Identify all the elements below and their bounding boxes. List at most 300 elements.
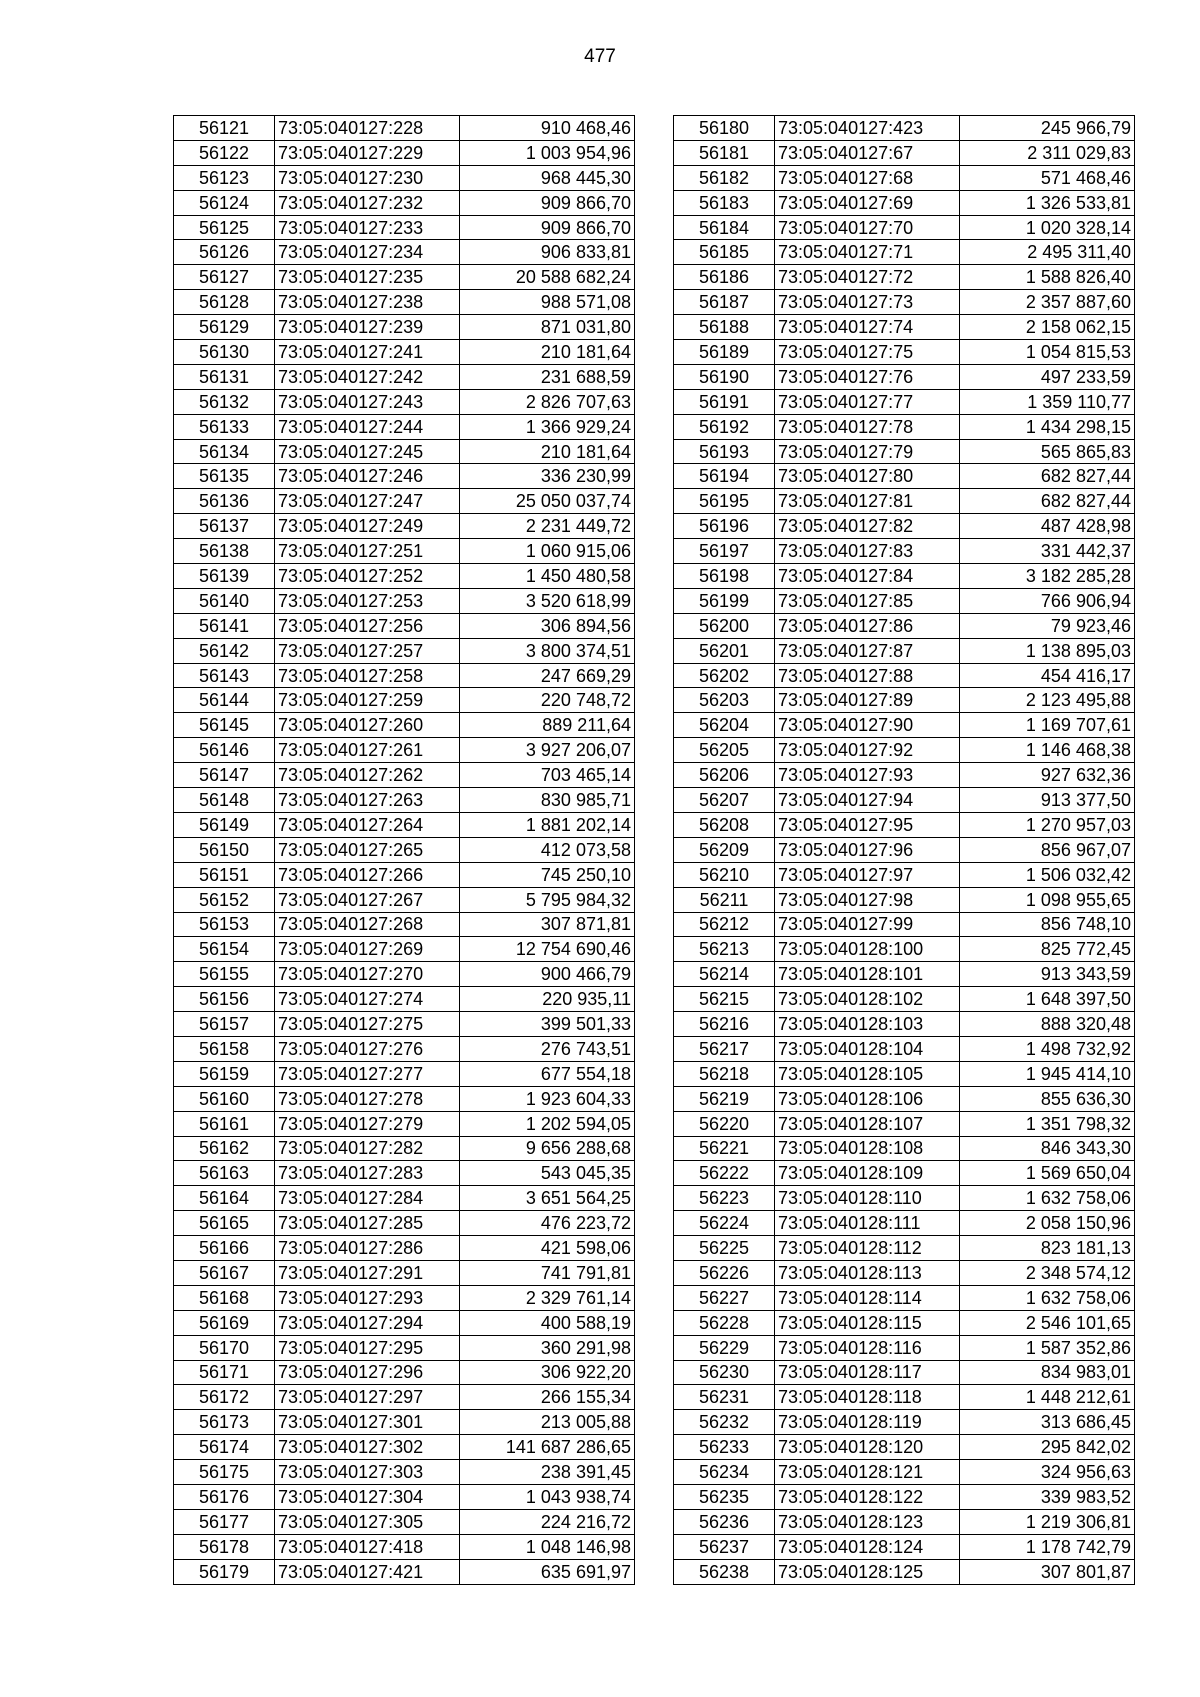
cadastral-number-cell: 73:05:040127:291 [275,1260,460,1285]
table-row [174,564,635,589]
table-row [174,439,635,464]
value-cell: 900 466,79 [460,962,635,987]
cadastral-number-cell: 73:05:040127:285 [275,1211,460,1236]
cadastral-number-cell: 73:05:040127:238 [275,290,460,315]
row-number-cell: 56176 [174,1484,275,1509]
row-number-cell: 56197 [674,539,775,564]
table-row [674,240,1135,265]
cadastral-number-cell: 73:05:040127:243 [275,389,460,414]
value-cell: 1 054 815,53 [960,340,1135,365]
table-row [174,215,635,240]
row-number-cell: 56209 [674,837,775,862]
row-number-cell: 56159 [174,1061,275,1086]
table-row [674,1534,1135,1559]
table-row [174,489,635,514]
cadastral-number-cell: 73:05:040127:69 [775,190,960,215]
table-row [174,887,635,912]
row-number-cell: 56139 [174,564,275,589]
table-row [174,1186,635,1211]
table-row [174,140,635,165]
value-cell: 306 894,56 [460,613,635,638]
right-table-body [674,116,1135,1585]
row-number-cell: 56125 [174,215,275,240]
row-number-cell: 56233 [674,1435,775,1460]
row-number-cell: 56128 [174,290,275,315]
table-row [674,1360,1135,1385]
table-row [174,290,635,315]
row-number-cell: 56154 [174,937,275,962]
row-number-cell: 56221 [674,1136,775,1161]
value-cell: 313 686,45 [960,1410,1135,1435]
cadastral-number-cell: 73:05:040127:275 [275,1012,460,1037]
cadastral-number-cell: 73:05:040127:80 [775,464,960,489]
table-row [674,962,1135,987]
row-number-cell: 56222 [674,1161,775,1186]
table-row [674,1111,1135,1136]
row-number-cell: 56174 [174,1435,275,1460]
table-row [174,1335,635,1360]
row-number-cell: 56170 [174,1335,275,1360]
cadastral-number-cell: 73:05:040128:121 [775,1460,960,1485]
row-number-cell: 56231 [674,1385,775,1410]
value-cell: 3 927 206,07 [460,738,635,763]
table-row [174,812,635,837]
row-number-cell: 56135 [174,464,275,489]
value-cell: 703 465,14 [460,763,635,788]
table-row [674,1509,1135,1534]
table-row [674,165,1135,190]
table-row [674,315,1135,340]
table-row [174,638,635,663]
right-table [673,115,1135,1585]
value-cell: 331 442,37 [960,539,1135,564]
table-row [174,240,635,265]
cadastral-number-cell: 73:05:040127:286 [275,1236,460,1261]
table-row [174,265,635,290]
row-number-cell: 56160 [174,1086,275,1111]
row-number-cell: 56163 [174,1161,275,1186]
value-cell: 766 906,94 [960,588,1135,613]
row-number-cell: 56153 [174,912,275,937]
value-cell: 2 357 887,60 [960,290,1135,315]
table-row [674,1559,1135,1584]
row-number-cell: 56156 [174,987,275,1012]
row-number-cell: 56144 [174,688,275,713]
row-number-cell: 56212 [674,912,775,937]
table-row [674,1410,1135,1435]
row-number-cell: 56143 [174,663,275,688]
value-cell: 247 669,29 [460,663,635,688]
table-row [674,190,1135,215]
cadastral-number-cell: 73:05:040127:258 [275,663,460,688]
value-cell: 266 155,34 [460,1385,635,1410]
table-row [674,539,1135,564]
cadastral-number-cell: 73:05:040128:106 [775,1086,960,1111]
table-row [174,738,635,763]
table-row [674,1086,1135,1111]
cadastral-number-cell: 73:05:040127:90 [775,713,960,738]
value-cell: 421 598,06 [460,1236,635,1261]
value-cell: 3 520 618,99 [460,588,635,613]
table-row [674,116,1135,141]
cadastral-number-cell: 73:05:040127:295 [275,1335,460,1360]
row-number-cell: 56224 [674,1211,775,1236]
row-number-cell: 56152 [174,887,275,912]
value-cell: 1 270 957,03 [960,812,1135,837]
cadastral-number-cell: 73:05:040127:70 [775,215,960,240]
value-cell: 1 366 929,24 [460,414,635,439]
row-number-cell: 56179 [174,1559,275,1584]
row-number-cell: 56147 [174,763,275,788]
value-cell: 543 045,35 [460,1161,635,1186]
row-number-cell: 56204 [674,713,775,738]
value-cell: 400 588,19 [460,1310,635,1335]
row-number-cell: 56137 [174,514,275,539]
cadastral-number-cell: 73:05:040128:114 [775,1285,960,1310]
table-row [674,937,1135,962]
cadastral-number-cell: 73:05:040127:284 [275,1186,460,1211]
value-cell: 1 020 328,14 [960,215,1135,240]
cadastral-number-cell: 73:05:040128:109 [775,1161,960,1186]
cadastral-number-cell: 73:05:040128:125 [775,1559,960,1584]
value-cell: 855 636,30 [960,1086,1135,1111]
value-cell: 306 922,20 [460,1360,635,1385]
left-table-body [174,116,635,1585]
row-number-cell: 56134 [174,439,275,464]
cadastral-number-cell: 73:05:040127:279 [275,1111,460,1136]
table-row [174,1012,635,1037]
table-row [174,862,635,887]
value-cell: 476 223,72 [460,1211,635,1236]
table-row [174,1136,635,1161]
cadastral-number-cell: 73:05:040127:262 [275,763,460,788]
table-row [674,862,1135,887]
table-row [174,937,635,962]
table-row [174,414,635,439]
cadastral-number-cell: 73:05:040127:232 [275,190,460,215]
row-number-cell: 56234 [674,1460,775,1485]
cadastral-number-cell: 73:05:040127:228 [275,116,460,141]
row-number-cell: 56164 [174,1186,275,1211]
left-table [173,115,635,1585]
value-cell: 741 791,81 [460,1260,635,1285]
value-cell: 220 935,11 [460,987,635,1012]
value-cell: 307 801,87 [960,1559,1135,1584]
cadastral-number-cell: 73:05:040128:113 [775,1260,960,1285]
row-number-cell: 56165 [174,1211,275,1236]
value-cell: 2 058 150,96 [960,1211,1135,1236]
cadastral-number-cell: 73:05:040127:235 [275,265,460,290]
cadastral-number-cell: 73:05:040127:89 [775,688,960,713]
row-number-cell: 56188 [674,315,775,340]
row-number-cell: 56171 [174,1360,275,1385]
cadastral-number-cell: 73:05:040127:259 [275,688,460,713]
table-row [174,1310,635,1335]
cadastral-number-cell: 73:05:040127:277 [275,1061,460,1086]
value-cell: 1 060 915,06 [460,539,635,564]
row-number-cell: 56142 [174,638,275,663]
table-row [174,588,635,613]
value-cell: 1 178 742,79 [960,1534,1135,1559]
value-cell: 1 138 895,03 [960,638,1135,663]
table-row [674,987,1135,1012]
table-row [174,663,635,688]
row-number-cell: 56220 [674,1111,775,1136]
cadastral-number-cell: 73:05:040127:246 [275,464,460,489]
table-row [174,1236,635,1261]
row-number-cell: 56184 [674,215,775,240]
value-cell: 360 291,98 [460,1335,635,1360]
value-cell: 487 428,98 [960,514,1135,539]
value-cell: 25 050 037,74 [460,489,635,514]
value-cell: 889 211,64 [460,713,635,738]
value-cell: 1 569 650,04 [960,1161,1135,1186]
table-row [674,788,1135,813]
table-row [174,315,635,340]
row-number-cell: 56226 [674,1260,775,1285]
value-cell: 295 842,02 [960,1435,1135,1460]
table-row [674,688,1135,713]
row-number-cell: 56127 [174,265,275,290]
cadastral-number-cell: 73:05:040127:418 [275,1534,460,1559]
value-cell: 823 181,13 [960,1236,1135,1261]
cadastral-number-cell: 73:05:040127:242 [275,364,460,389]
value-cell: 2 158 062,15 [960,315,1135,340]
cadastral-number-cell: 73:05:040127:87 [775,638,960,663]
row-number-cell: 56148 [174,788,275,813]
table-row [174,1111,635,1136]
cadastral-number-cell: 73:05:040127:75 [775,340,960,365]
cadastral-number-cell: 73:05:040128:117 [775,1360,960,1385]
value-cell: 238 391,45 [460,1460,635,1485]
row-number-cell: 56236 [674,1509,775,1534]
value-cell: 1 351 798,32 [960,1111,1135,1136]
row-number-cell: 56227 [674,1285,775,1310]
value-cell: 909 866,70 [460,215,635,240]
row-number-cell: 56186 [674,265,775,290]
cadastral-number-cell: 73:05:040128:110 [775,1186,960,1211]
cadastral-number-cell: 73:05:040128:112 [775,1236,960,1261]
value-cell: 913 377,50 [960,788,1135,813]
value-cell: 2 311 029,83 [960,140,1135,165]
cadastral-number-cell: 73:05:040128:104 [775,1036,960,1061]
table-row [674,663,1135,688]
row-number-cell: 56185 [674,240,775,265]
cadastral-number-cell: 73:05:040127:423 [775,116,960,141]
page-number: 477 [584,46,616,67]
row-number-cell: 56181 [674,140,775,165]
value-cell: 565 865,83 [960,439,1135,464]
row-number-cell: 56210 [674,862,775,887]
value-cell: 2 329 761,14 [460,1285,635,1310]
table-row [674,439,1135,464]
row-number-cell: 56138 [174,539,275,564]
value-cell: 1 098 955,65 [960,887,1135,912]
cadastral-number-cell: 73:05:040127:263 [275,788,460,813]
value-cell: 825 772,45 [960,937,1135,962]
cadastral-number-cell: 73:05:040127:260 [275,713,460,738]
row-number-cell: 56131 [174,364,275,389]
row-number-cell: 56140 [174,588,275,613]
row-number-cell: 56155 [174,962,275,987]
cadastral-number-cell: 73:05:040128:101 [775,962,960,987]
cadastral-number-cell: 73:05:040127:296 [275,1360,460,1385]
cadastral-number-cell: 73:05:040128:124 [775,1534,960,1559]
cadastral-number-cell: 73:05:040128:108 [775,1136,960,1161]
value-cell: 906 833,81 [460,240,635,265]
row-number-cell: 56180 [674,116,775,141]
row-number-cell: 56217 [674,1036,775,1061]
cadastral-number-cell: 73:05:040128:100 [775,937,960,962]
cadastral-number-cell: 73:05:040127:265 [275,837,460,862]
value-cell: 682 827,44 [960,464,1135,489]
row-number-cell: 56175 [174,1460,275,1485]
value-cell: 79 923,46 [960,613,1135,638]
table-row [174,1260,635,1285]
cadastral-number-cell: 73:05:040127:233 [275,215,460,240]
table-row [674,887,1135,912]
row-number-cell: 56207 [674,788,775,813]
value-cell: 1 359 110,77 [960,389,1135,414]
cadastral-number-cell: 73:05:040127:82 [775,514,960,539]
table-row [674,1236,1135,1261]
value-cell: 1 434 298,15 [960,414,1135,439]
row-number-cell: 56213 [674,937,775,962]
table-row [674,265,1135,290]
cadastral-number-cell: 73:05:040127:276 [275,1036,460,1061]
cadastral-number-cell: 73:05:040127:293 [275,1285,460,1310]
cadastral-number-cell: 73:05:040127:274 [275,987,460,1012]
cadastral-number-cell: 73:05:040127:85 [775,588,960,613]
cadastral-number-cell: 73:05:040127:72 [775,265,960,290]
row-number-cell: 56166 [174,1236,275,1261]
row-number-cell: 56219 [674,1086,775,1111]
row-number-cell: 56124 [174,190,275,215]
table-row [674,1136,1135,1161]
table-row [674,489,1135,514]
row-number-cell: 56133 [174,414,275,439]
table-row [174,116,635,141]
table-row [174,539,635,564]
value-cell: 571 468,46 [960,165,1135,190]
table-row [674,588,1135,613]
cadastral-number-cell: 73:05:040128:105 [775,1061,960,1086]
table-row [174,613,635,638]
row-number-cell: 56201 [674,638,775,663]
table-row [174,1509,635,1534]
value-cell: 856 967,07 [960,837,1135,862]
table-row [674,1435,1135,1460]
row-number-cell: 56132 [174,389,275,414]
cadastral-number-cell: 73:05:040127:73 [775,290,960,315]
value-cell: 12 754 690,46 [460,937,635,962]
table-row [674,638,1135,663]
row-number-cell: 56183 [674,190,775,215]
cadastral-number-cell: 73:05:040128:122 [775,1484,960,1509]
row-number-cell: 56122 [174,140,275,165]
row-number-cell: 56190 [674,364,775,389]
value-cell: 1 326 533,81 [960,190,1135,215]
value-cell: 830 985,71 [460,788,635,813]
table-row [174,1534,635,1559]
value-cell: 324 956,63 [960,1460,1135,1485]
row-number-cell: 56187 [674,290,775,315]
row-number-cell: 56172 [174,1385,275,1410]
row-number-cell: 56237 [674,1534,775,1559]
row-number-cell: 56206 [674,763,775,788]
cadastral-number-cell: 73:05:040127:92 [775,738,960,763]
cadastral-number-cell: 73:05:040127:74 [775,315,960,340]
table-row [674,564,1135,589]
cadastral-number-cell: 73:05:040127:301 [275,1410,460,1435]
row-number-cell: 56136 [174,489,275,514]
table-row [674,514,1135,539]
table-row [174,987,635,1012]
value-cell: 2 231 449,72 [460,514,635,539]
cadastral-number-cell: 73:05:040127:234 [275,240,460,265]
table-row [174,165,635,190]
table-row [174,1360,635,1385]
cadastral-number-cell: 73:05:040127:257 [275,638,460,663]
value-cell: 1 169 707,61 [960,713,1135,738]
value-cell: 3 800 374,51 [460,638,635,663]
table-row [674,1012,1135,1037]
row-number-cell: 56191 [674,389,775,414]
value-cell: 2 123 495,88 [960,688,1135,713]
value-cell: 224 216,72 [460,1509,635,1534]
cadastral-number-cell: 73:05:040127:264 [275,812,460,837]
row-number-cell: 56199 [674,588,775,613]
cadastral-number-cell: 73:05:040128:102 [775,987,960,1012]
value-cell: 454 416,17 [960,663,1135,688]
row-number-cell: 56235 [674,1484,775,1509]
table-row [674,1484,1135,1509]
row-number-cell: 56232 [674,1410,775,1435]
value-cell: 213 005,88 [460,1410,635,1435]
value-cell: 1 881 202,14 [460,812,635,837]
value-cell: 2 348 574,12 [960,1260,1135,1285]
table-row [674,1211,1135,1236]
cadastral-number-cell: 73:05:040127:253 [275,588,460,613]
table-row [674,912,1135,937]
value-cell: 1 448 212,61 [960,1385,1135,1410]
table-row [674,1285,1135,1310]
value-cell: 1 587 352,86 [960,1335,1135,1360]
table-row [674,140,1135,165]
cadastral-number-cell: 73:05:040127:77 [775,389,960,414]
value-cell: 210 181,64 [460,340,635,365]
cadastral-number-cell: 73:05:040127:99 [775,912,960,937]
value-cell: 2 826 707,63 [460,389,635,414]
table-row [174,912,635,937]
cadastral-number-cell: 73:05:040127:283 [275,1161,460,1186]
table-row [674,713,1135,738]
row-number-cell: 56196 [674,514,775,539]
cadastral-number-cell: 73:05:040127:94 [775,788,960,813]
value-cell: 1 923 604,33 [460,1086,635,1111]
table-row [174,1385,635,1410]
cadastral-number-cell: 73:05:040127:302 [275,1435,460,1460]
value-cell: 856 748,10 [960,912,1135,937]
value-cell: 635 691,97 [460,1559,635,1584]
table-row [674,290,1135,315]
table-row [174,1061,635,1086]
cadastral-number-cell: 73:05:040127:76 [775,364,960,389]
value-cell: 245 966,79 [960,116,1135,141]
table-row [674,1335,1135,1360]
cadastral-number-cell: 73:05:040127:84 [775,564,960,589]
table-row [674,1036,1135,1061]
